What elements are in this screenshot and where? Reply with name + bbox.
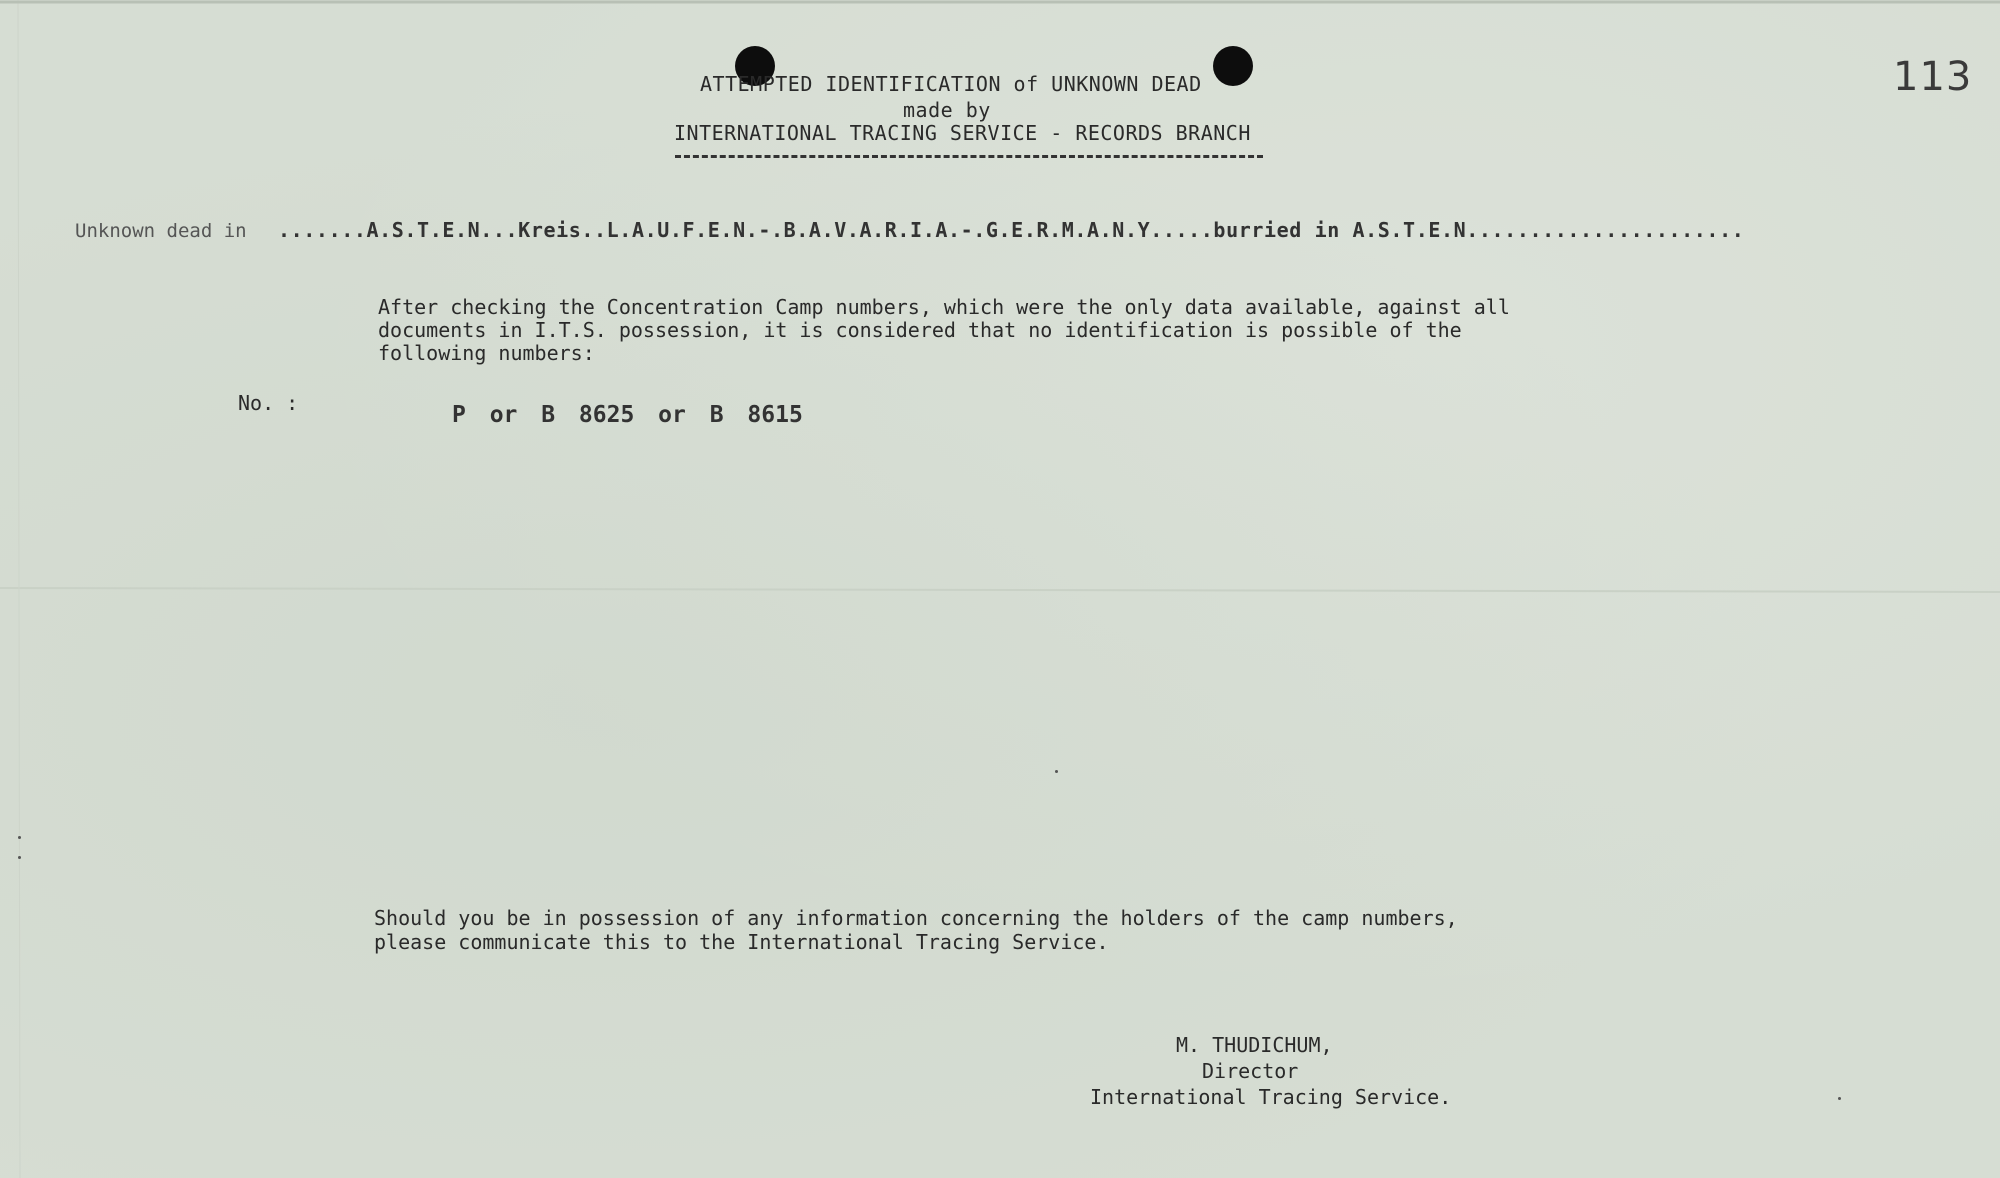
page-number: 113 (1893, 54, 1973, 100)
speck (18, 856, 21, 859)
speck (18, 836, 21, 839)
body-line-1: After checking the Concentration Camp numbers, which were the only data available, against all (378, 295, 1510, 319)
location-label: Unknown dead in (75, 220, 247, 242)
punch-hole-right (1213, 46, 1253, 86)
camp-numbers: P or B 8625 or B 8615 (452, 402, 803, 428)
signatory-name: M. THUDICHUM, (1176, 1033, 1333, 1057)
closing-line-1: Should you be in possession of any information concerning the holders of the camp numbers, (374, 906, 1458, 930)
body-line-3: following numbers: (378, 341, 595, 365)
signatory-title: Director (1202, 1059, 1299, 1083)
signatory-organization: International Tracing Service. (1090, 1085, 1452, 1109)
closing-line-2: please communicate this to the International Tracing Service. (374, 930, 1109, 954)
speck (1055, 770, 1058, 773)
numbers-label: No. : (238, 391, 299, 415)
body-line-2: documents in I.T.S. possession, it is considered that no identification is possible of the (378, 318, 1462, 342)
location-value: .......A.S.T.E.N...Kreis..L.A.U.F.E.N.-.B.A.V.A.R.I.A.-.G.E.R.M.A.N.Y.....burried in A.S.T.E.N...................... (278, 218, 1745, 242)
document-subtitle: made by (903, 98, 991, 122)
issuing-organization: INTERNATIONAL TRACING SERVICE - RECORDS BRANCH (674, 121, 1251, 145)
document-title: ATTEMPTED IDENTIFICATION of UNKNOWN DEAD (700, 72, 1202, 96)
header-underline (675, 155, 1263, 158)
speck (1838, 1097, 1841, 1100)
